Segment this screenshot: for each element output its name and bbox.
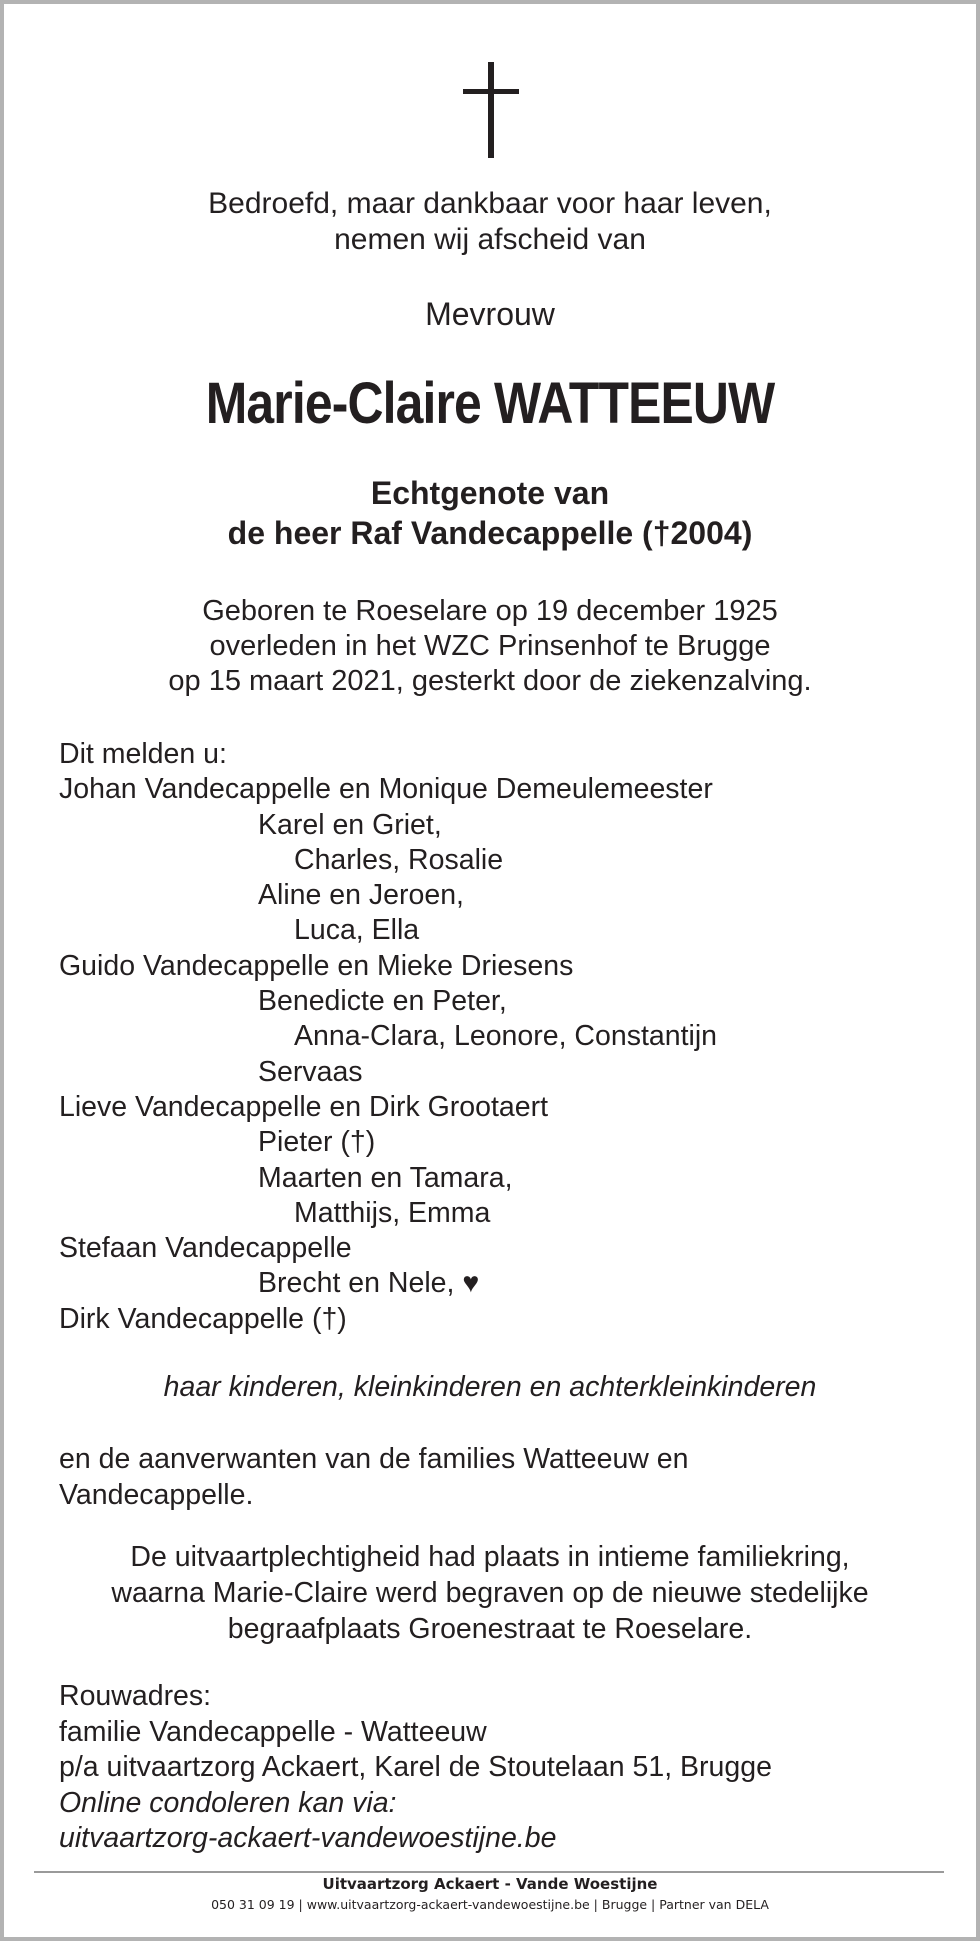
intro-line: nemen wij afscheid van xyxy=(334,223,646,256)
family-member-line: Matthijs, Emma xyxy=(294,1196,491,1229)
ceremony-text xyxy=(0,1539,980,1647)
family-member-line: Guido Vandecappelle en Mieke Driesens xyxy=(59,949,574,982)
address-line: familie Vandecappelle - Watteeuw xyxy=(59,1715,487,1748)
family-member-line: Anna-Clara, Leonore, Constantijn xyxy=(294,1020,718,1053)
address-line: p/a uitvaartzorg Ackaert, Karel de Stoutelaan 51, Brugge xyxy=(59,1751,772,1783)
family-closing: haar kinderen, kleinkinderen en achterkleinkinderen xyxy=(163,1371,817,1403)
family-member-line: Brecht en Nele, ♥ xyxy=(258,1267,480,1300)
relatives-line: en de aanverwanten van de families Watteeuw en xyxy=(59,1443,689,1475)
family-member-line: Pieter (†) xyxy=(258,1126,376,1159)
family-member-line: Stefaan Vandecappelle xyxy=(59,1232,352,1265)
family-member-line: Aline en Jeroen, xyxy=(258,879,464,912)
cross-icon xyxy=(463,62,519,158)
relatives-text xyxy=(59,1441,939,1513)
family-member-line: Luca, Ella xyxy=(294,914,420,947)
funeral-home-contact: 050 31 09 19 | www.uitvaartzorg-ackaert-vandewoestijne.be | Brugge | Partner van DELA xyxy=(211,1897,769,1912)
intro-line: Bedroefd, maar dankbaar voor haar leven, xyxy=(208,187,772,220)
birth-death-info xyxy=(0,594,980,699)
condolence-website-link[interactable]: uitvaartzorg-ackaert-vandewoestijne.be xyxy=(59,1822,557,1854)
family-member-line: Karel en Griet, xyxy=(258,808,442,841)
ceremony-line: begraafplaats Groenestraat te Roeselare. xyxy=(227,1613,753,1645)
deceased-title: Mevrouw xyxy=(425,296,555,332)
family-member-line: Benedicte en Peter, xyxy=(258,985,507,1018)
date-line: op 15 maart 2021, gesterkt door de ziekenzalving. xyxy=(168,665,812,697)
family-member-line: Servaas xyxy=(258,1055,363,1088)
spouse-info xyxy=(0,473,980,553)
ceremony-line: De uitvaartplechtigheid had plaats in intieme familiekring, xyxy=(130,1541,850,1573)
family-list xyxy=(59,737,939,1337)
date-line: Geboren te Roeselare op 19 december 1925 xyxy=(202,595,778,627)
family-member-line: Dirk Vandecappelle (†) xyxy=(59,1302,347,1335)
family-heading: Dit melden u: xyxy=(59,738,227,770)
online-condolence-label: Online condoleren kan via: xyxy=(59,1786,397,1819)
date-line: overleden in het WZC Prinsenhof te Brugge xyxy=(209,630,771,662)
ceremony-line: waarna Marie-Claire werd begraven op de nieuwe stedelijke xyxy=(111,1577,869,1609)
mourning-address xyxy=(59,1679,939,1857)
spouse-line: Echtgenote van xyxy=(370,475,610,511)
deceased-name: Marie-Claire WATTEEUW xyxy=(205,371,775,436)
spouse-line: de heer Raf Vandecappelle (†2004) xyxy=(227,515,753,551)
family-member-line: Johan Vandecappelle en Monique Demeulemeester xyxy=(59,773,713,806)
address-heading: Rouwadres: xyxy=(59,1680,212,1712)
family-member-line: Lieve Vandecappelle en Dirk Grootaert xyxy=(59,1090,549,1123)
relatives-line: Vandecappelle. xyxy=(59,1479,254,1511)
family-member-line: Charles, Rosalie xyxy=(294,843,504,876)
funeral-home-name: Uitvaartzorg Ackaert - Vande Woestijne xyxy=(322,1875,658,1893)
intro-text xyxy=(0,186,980,258)
family-member-line: Maarten en Tamara, xyxy=(258,1161,513,1194)
footer-divider xyxy=(34,1871,944,1873)
